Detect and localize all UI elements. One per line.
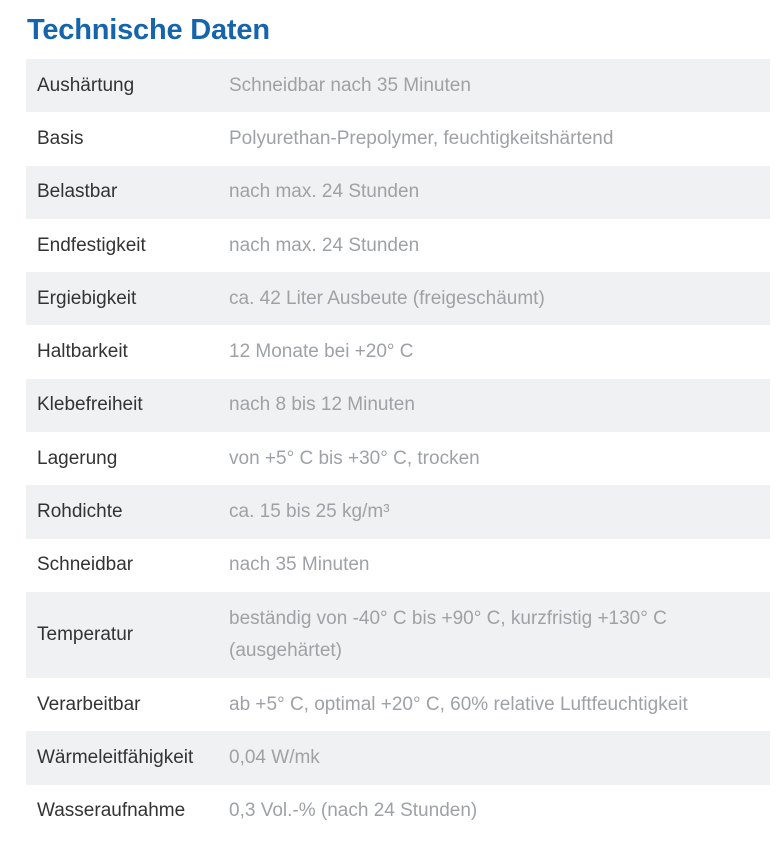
spec-row-lagerung — [26, 432, 770, 485]
spec-label: Wärmeleitfähigkeit — [37, 746, 194, 768]
spec-value: beständig von -40° C bis +90° C, kurzfristig +130° C (ausgehärtet) — [229, 607, 667, 661]
spec-value: ca. 42 Liter Ausbeute (freigeschäumt) — [229, 287, 545, 309]
spec-value: nach 35 Minuten — [229, 554, 370, 576]
spec-label: Klebefreiheit — [37, 394, 143, 416]
spec-label: Wasseraufnahme — [37, 800, 186, 822]
spec-value: nach max. 24 Stunden — [229, 181, 420, 203]
spec-row-rohdichte — [26, 485, 770, 538]
spec-label: Schneidbar — [37, 554, 134, 576]
spec-value: Schneidbar nach 35 Minuten — [229, 74, 471, 96]
spec-label: Haltbarkeit — [37, 341, 128, 363]
spec-row-schneidbar — [26, 539, 770, 592]
spec-label: Ergiebigkeit — [37, 287, 137, 309]
spec-row-temperatur — [26, 592, 770, 678]
spec-row-verarbeitbar — [26, 678, 770, 731]
spec-label: Endfestigkeit — [37, 234, 146, 256]
spec-value: ca. 15 bis 25 kg/m³ — [229, 501, 390, 523]
spec-row-endfestigkeit — [26, 219, 770, 272]
spec-value: 0,3 Vol.-% (nach 24 Stunden) — [229, 800, 478, 822]
spec-label: Verarbeitbar — [37, 693, 141, 715]
spec-row-belastbar — [26, 166, 770, 219]
spec-table — [26, 59, 770, 838]
spec-label: Rohdichte — [37, 501, 123, 523]
spec-value: 0,04 W/mk — [229, 746, 320, 768]
page-title: Technische Daten — [27, 14, 270, 46]
spec-row-wasseraufnahme — [26, 785, 770, 838]
spec-value: ab +5° C, optimal +20° C, 60% relative Luftfeuchtigkeit — [229, 693, 688, 715]
spec-value: von +5° C bis +30° C, trocken — [229, 447, 480, 469]
spec-row-basis — [26, 112, 770, 165]
spec-label: Belastbar — [37, 181, 118, 203]
spec-value: 12 Monate bei +20° C — [229, 341, 414, 363]
spec-row-haltbarkeit — [26, 325, 770, 378]
spec-row-waermeleitfaehigkeit — [26, 731, 770, 784]
spec-row-klebefreiheit — [26, 379, 770, 432]
spec-value: nach 8 bis 12 Minuten — [229, 394, 415, 416]
spec-label: Basis — [37, 127, 84, 149]
spec-label: Lagerung — [37, 447, 118, 469]
spec-row-aushaertung — [26, 59, 770, 112]
spec-value: nach max. 24 Stunden — [229, 234, 420, 256]
spec-row-ergiebigkeit — [26, 272, 770, 325]
spec-value: Polyurethan-Prepolymer, feuchtigkeitshärtend — [229, 127, 614, 149]
spec-label: Aushärtung — [37, 74, 135, 96]
spec-label: Temperatur — [37, 623, 134, 645]
